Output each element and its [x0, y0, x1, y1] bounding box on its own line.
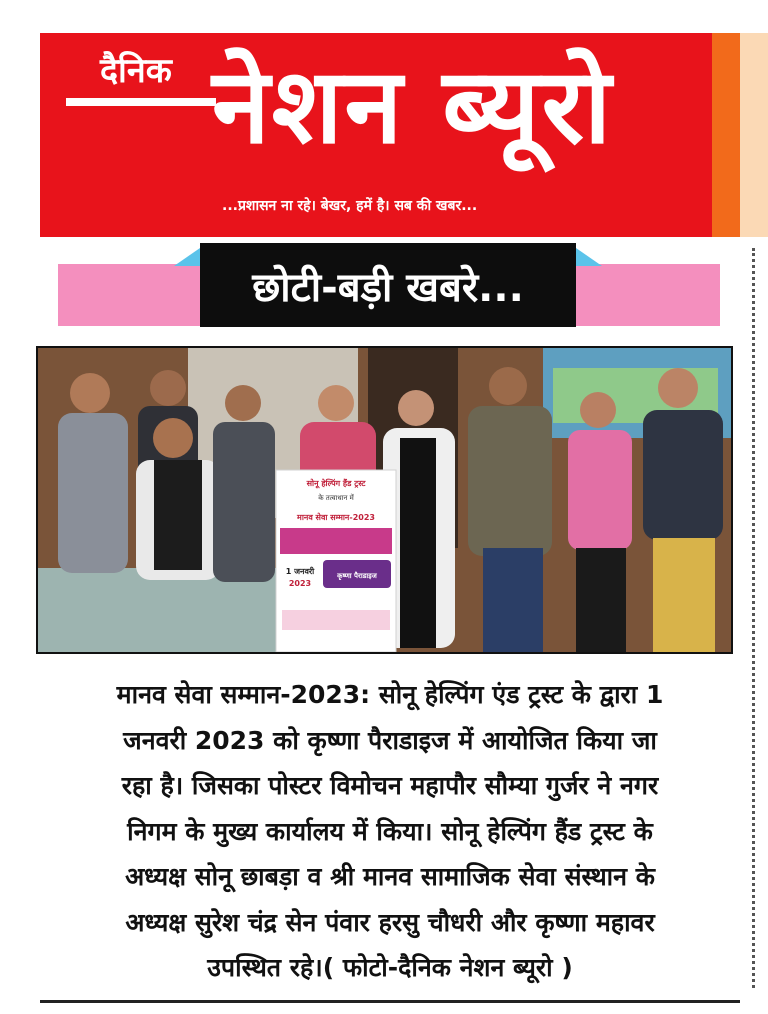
- masthead-peach-stripe: [740, 33, 768, 237]
- article-line: रहा है। जिसका पोस्टर विमोचन महापौर सौम्या गुर्जर ने नगर: [121, 771, 659, 800]
- section-banner: [200, 243, 576, 327]
- bottom-divider: [40, 1000, 740, 1003]
- newspaper-tagline: ...प्रशासन ना रहे। बेखर, हमें है। सब की खबर...: [222, 198, 478, 214]
- section-title: छोटी-बड़ी खबरे...: [252, 264, 524, 311]
- poster-venue: कृष्णा पैराडाइज: [337, 572, 377, 580]
- section-banner-right-accent: [576, 248, 602, 266]
- poster-line-2: के तत्वाधान में: [318, 494, 354, 502]
- section-banner-left-accent: [174, 248, 200, 266]
- article-line: निगम के मुख्य कार्यालय में किया। सोनू हेल्पिंग हैंड ट्रस्ट के: [127, 816, 653, 846]
- article-line: अध्यक्ष सोनू छाबड़ा व श्री मानव सामाजिक सेवा संस्थान के: [125, 862, 655, 891]
- masthead-white-rule: [66, 98, 216, 106]
- poster-date-day: 1 जनवरी: [285, 567, 315, 576]
- news-photo-illustration: [38, 348, 731, 652]
- news-photo: [36, 346, 733, 654]
- newspaper-title: नेशन ब्यूरो: [212, 45, 613, 167]
- masthead-orange-stripe: [712, 33, 740, 237]
- masthead-daily-label: दैनिक: [100, 51, 172, 91]
- article-line: अध्यक्ष सुरेश चंद्र सेन पंवार हरसु चौधरी और कृष्णा महावर: [125, 907, 655, 937]
- article-line: मानव सेवा सम्मान-2023: सोनू हेल्पिंग एंड ट्रस्ट के द्वारा 1: [116, 680, 664, 709]
- poster-date-year: 2023: [288, 579, 312, 588]
- poster-line-3: मानव सेवा सम्मान-2023: [297, 513, 375, 522]
- column-dotted-divider: [752, 248, 755, 988]
- article-line: उपस्थित रहे।( फोटो-दैनिक नेशन ब्यूरो ): [207, 953, 573, 982]
- article-body: [52, 672, 728, 991]
- article-line: जनवरी 2023 को कृष्णा पैराडाइज में आयोजित किया जा: [123, 725, 657, 755]
- poster-line-1: सोनू हेल्पिंग हैंड ट्रस्ट: [306, 479, 366, 488]
